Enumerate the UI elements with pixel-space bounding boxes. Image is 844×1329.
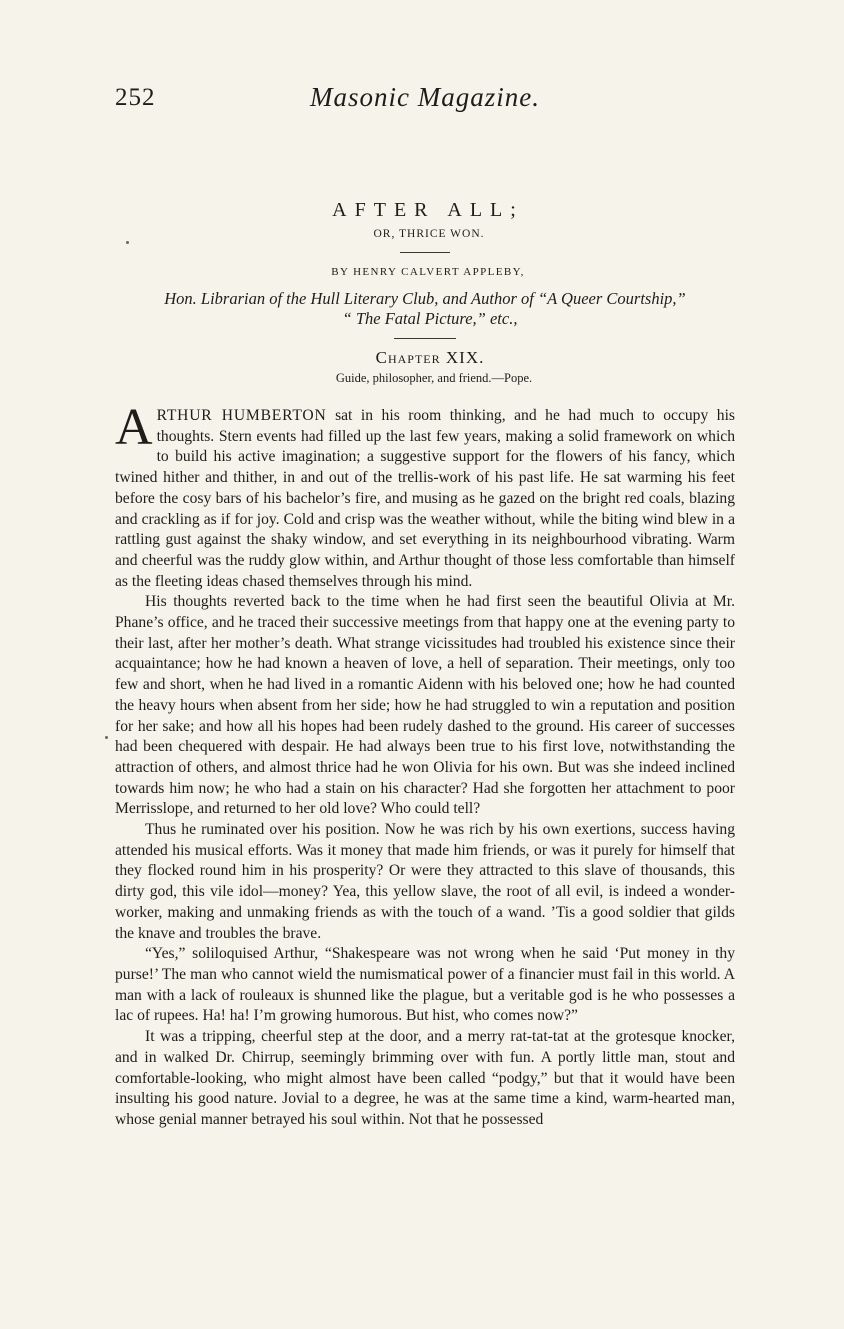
paragraph-1	[115, 399, 735, 592]
lead-in-caps: RTHUR HUMBERTON	[156, 407, 327, 424]
margin-speck	[105, 736, 108, 739]
chapter-numeral: XIX.	[445, 348, 485, 367]
chapter-epigraph: Guide, philosopher, and friend.—Pope.	[335, 371, 533, 385]
author-credit-line-2: “ The Fatal Picture,” etc.,	[342, 309, 518, 328]
paragraph-3: Thus he ruminated over his position. Now he was rich by his own exertions, success having attended his musical efforts. Was it money that made him friends, or was it purely for himself that they flocked round him in his prosperity? Or were they attracted to this slave of thousands, this dirty god, this vile idol—money? Yea, this yellow slave, the root of all evil, is indeed a wonder-worker, making and unmaking friends as with the touch of a wand. ’Tis a good soldier that gilds the knave and troubles the brave.	[115, 821, 735, 942]
story-heading	[115, 198, 735, 387]
page-header	[115, 84, 735, 124]
paragraph-1-text: sat in his room thinking, and he had much to occupy his thoughts. Stern events had filled up the last few years, making a solid framework on which to build his active imagination; a suggestive support for the flowers of his fancy, which twined hither and thither, in and out of the trellis-work of his past life. He sat warming his feet before the cosy bars of his bachelor’s fire, and musing as he gazed on the bright red coals, blazing and crackling as if for joy. Cold and crisp was the weather without, while the biting wind blew in a rattling gust against the shaky window, and set everything in its neighbourhood vibrating. Warm and cheerful was the ruddy glow within, and Arthur thought of those less comfortable than himself as the fleeting ideas chased themselves through his mind.	[115, 407, 735, 590]
author-byline: BY HENRY CALVERT APPLEBY,	[331, 266, 525, 278]
drop-cap: A	[115, 399, 153, 456]
running-head: Masonic Magazine.	[310, 82, 540, 112]
chapter-word: Chapter	[375, 348, 441, 367]
chapter-divider	[394, 338, 456, 339]
paragraph-4: “Yes,” soliloquised Arthur, “Shakespeare was not wrong when he said ‘Put money in thy purse!’ The man who cannot wield the numismatical power of a financier must fail in this world. A man with a lack of rouleaux is shunned like the plague, but a veritable god is he who possesses a lac of rupees. Ha! ha! I’m growing humorous. But hist, who comes now?”	[115, 945, 735, 1025]
page-number: 252	[115, 84, 156, 111]
paragraph-5: It was a tripping, cheerful step at the door, and a merry rat-tat-tat at the grotesque knocker, and in walked Dr. Chirrup, seemingly brimming over with fun. A portly little man, stout and comfortable-looking, who might almost have been called “podgy,” but that it would have been insulting his good nature. Jovial to a degree, he was at the same time a kind, warm-hearted man, whose genial manner betrayed his soul within. Not that he possessed	[115, 1028, 735, 1128]
story-title: AFTER ALL;	[332, 199, 524, 221]
paragraph-2: His thoughts reverted back to the time when he had first seen the beautiful Olivia at Mr. Phane’s office, and he traced their successive meetings from that happy one at the evening party to their last, after her mother’s death. What strange vicissitudes had troubled his existence since their acquaintance; how he had known a heaven of love, a hell of separation. Their meetings, only too few and short, when he had lived in a romantic Aidenn with his beloved one; how he had counted the heavy hours when absent from her side; how he had struggled to win a reputation and position for her sake; and how all his hopes had been rudely dashed to the ground. His career of successes had been chequered with despair. He had always been true to his first love, notwithstanding the attraction of others, and almost thrice had he won Olivia for his own. But was she indeed inclined towards him now; he who had a stain on his character? Had she forgotten her attachment to poor Merrisslope, and returned to her old love? Who could tell?	[115, 593, 735, 818]
article-body	[115, 399, 735, 1131]
title-divider	[400, 252, 450, 253]
chapter-heading	[125, 349, 735, 367]
story-subtitle: OR, THRICE WON.	[373, 228, 485, 240]
author-credit-line-1: Hon. Librarian of the Hull Literary Club, and Author of “A Queer Courtship,”	[164, 289, 686, 308]
